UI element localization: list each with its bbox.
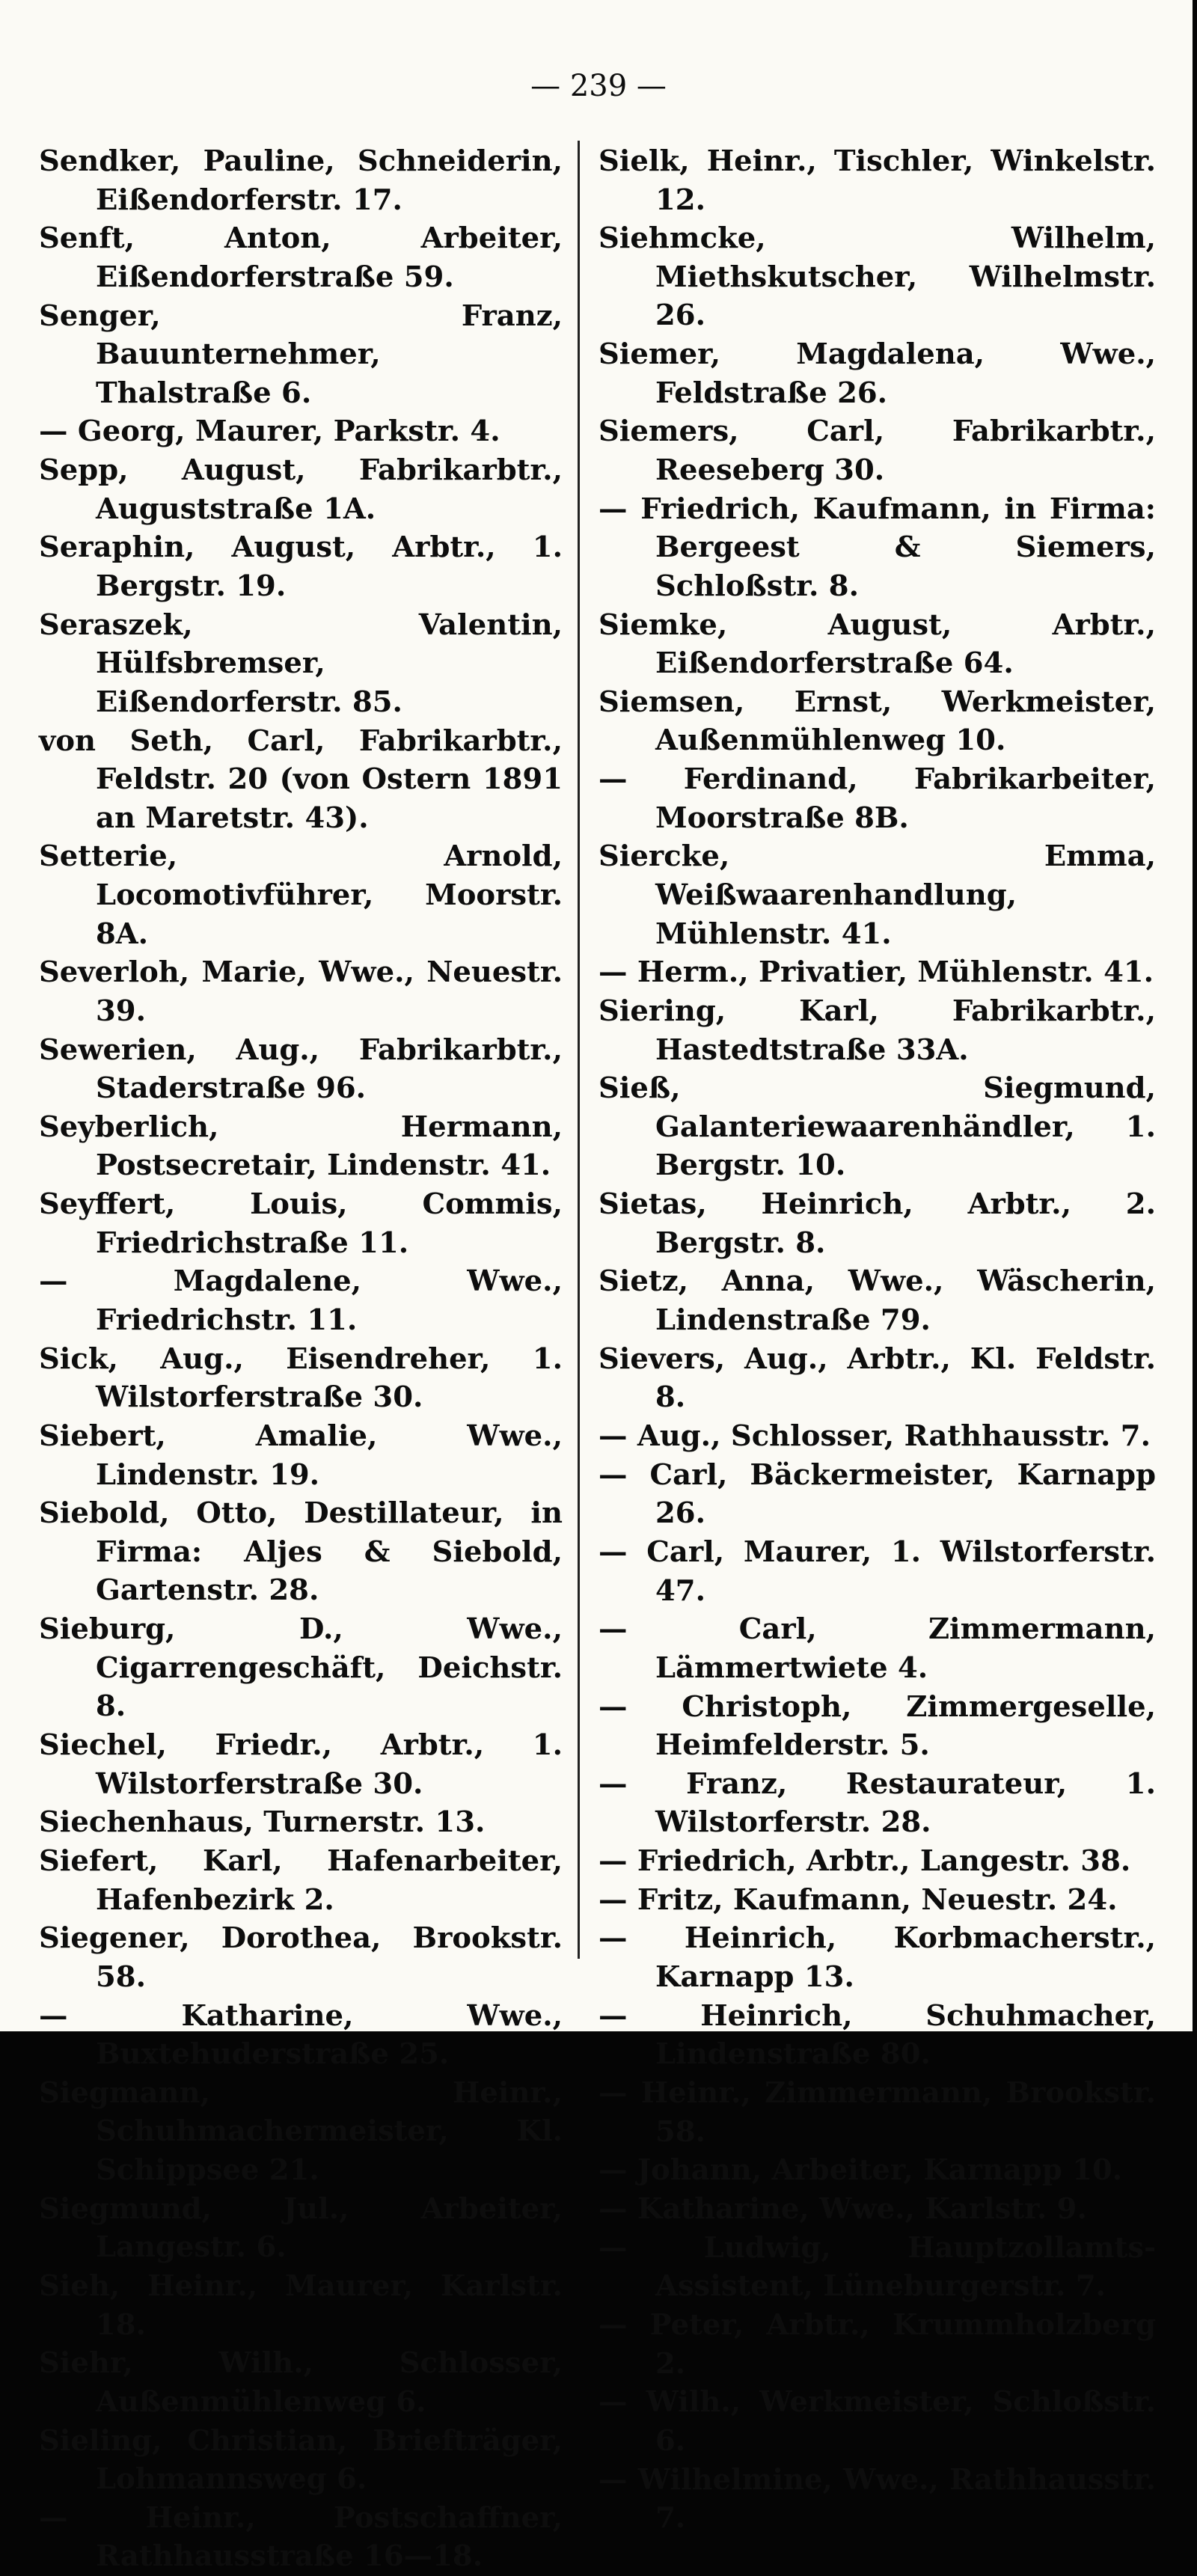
directory-entry: Seraszek, Valentin, Hülfsbremser, Eißendorferstr. 85.: [39, 608, 563, 719]
directory-entry: Siefert, Karl, Hafenarbeiter, Hafenbezirk 2.: [39, 1844, 563, 1917]
directory-entry: — Aug., Schlosser, Rathhausstr. 7.: [598, 1419, 1151, 1453]
directory-entry: Sepp, August, Fabrikarbtr., Auguststraße 1A.: [39, 453, 563, 526]
directory-entry: — Friedrich, Kaufmann, in Firma: Bergeest & Siemers, Schloßstr. 8.: [598, 492, 1156, 603]
directory-entry: — Herm., Privatier, Mühlenstr. 41.: [598, 955, 1154, 990]
directory-entry: Sieburg, D., Wwe., Cigarrengeschäft, Deichstr. 8.: [39, 1612, 563, 1724]
directory-entry: Setterie, Arnold, Locomotivführer, Moorstr. 8A.: [39, 839, 563, 951]
directory-entry: Siehr, Wilh., Schlosser, Außenmühlenweg 6.: [39, 2346, 563, 2419]
directory-entry: Sietz, Anna, Wwe., Wäscherin, Lindenstraße 79.: [598, 1264, 1156, 1338]
column-divider: [578, 141, 580, 1959]
page-number: — 239 —: [530, 69, 667, 103]
directory-entry: Siehmcke, Wilhelm, Miethskutscher, Wilhelmstr. 26.: [598, 221, 1156, 333]
directory-entry: von Seth, Carl, Fabrikarbtr., Feldstr. 20 (von Ostern 1891 an Maretstr. 43).: [39, 723, 563, 835]
directory-entry: Seyberlich, Hermann, Postsecretair, Lindenstr. 41.: [39, 1110, 563, 1183]
directory-entry: Sietas, Heinrich, Arbtr., 2. Bergstr. 8.: [598, 1187, 1156, 1260]
directory-entry: — Ludwig, Hauptzollamts-Assistent, Lüneburgerstr. 7.: [598, 2230, 1156, 2304]
directory-entry: — Wilh., Werkmeister, Schloßstr. 6.: [598, 2385, 1156, 2458]
directory-entry: Siemer, Magdalena, Wwe., Feldstraße 26.: [598, 337, 1156, 410]
directory-entry: Sewerien, Aug., Fabrikarbtr., Staderstraße 96.: [39, 1032, 563, 1106]
directory-entry: Siegmann, Heinr., Schuhmachermeister, Kl. Schippsee 21.: [39, 2075, 563, 2188]
directory-entry: Siemers, Carl, Fabrikarbtr., Reeseberg 30.: [598, 414, 1156, 488]
directory-entry: — Georg, Maurer, Parkstr. 4.: [39, 414, 500, 449]
directory-entry: — Magdalene, Wwe., Friedrichstr. 11.: [39, 1264, 563, 1338]
directory-entry: Seraphin, August, Arbtr., 1. Bergstr. 19.: [39, 530, 563, 603]
directory-entry: Sielk, Heinr., Tischler, Winkelstr. 12.: [598, 144, 1156, 217]
right-column: [598, 142, 1156, 2538]
directory-entry: Siemke, August, Arbtr., Eißendorferstraße 64.: [598, 608, 1156, 681]
directory-entry: Severloh, Marie, Wwe., Neuestr. 39.: [39, 955, 563, 1028]
directory-entry: — Friedrich, Arbtr., Langestr. 38.: [598, 1844, 1131, 1879]
directory-entry: Sick, Aug., Eisendreher, 1. Wilstorferstraße 30.: [39, 1341, 563, 1415]
directory-entry: — Fritz, Kaufmann, Neuestr. 24.: [598, 1882, 1118, 1917]
directory-entry: — Carl, Bäckermeister, Karnapp 26.: [598, 1457, 1156, 1531]
directory-entry: Siemsen, Ernst, Werkmeister, Außenmühlenweg 10.: [598, 685, 1156, 758]
directory-entry: — Katharine, Wwe., Buxtehuderstraße 25.: [39, 1998, 563, 2072]
directory-entry: Siegmund, Jul., Arbeiter, Langestr. 6.: [39, 2191, 563, 2265]
directory-entry: — Wilhelmine, Wwe., Rathhausstr. 7.: [598, 2462, 1156, 2536]
directory-entry: Sieß, Siegmund, Galanteriewaarenhändler, 1. Bergstr. 10.: [598, 1071, 1156, 1183]
directory-entry: Siechenhaus, Turnerstr. 13.: [39, 1805, 486, 1840]
directory-entry: — Heinr., Zimmermann, Brookstr. 58.: [598, 2076, 1156, 2149]
directory-entry: — Franz, Restaurateur, 1. Wilstorferstr. 28.: [598, 1766, 1156, 1840]
directory-entry: Senger, Franz, Bauunternehmer, Thalstraße 6.: [39, 299, 563, 410]
directory-entry: Siebold, Otto, Destillateur, in Firma: Aljes & Siebold, Gartenstr. 28.: [39, 1496, 563, 1608]
directory-entry: — Carl, Maurer, 1. Wilstorferstr. 47.: [598, 1535, 1156, 1608]
left-column: [39, 142, 563, 2576]
directory-entry: — Ferdinand, Fabrikarbeiter, Moorstraße 8B.: [598, 762, 1156, 835]
directory-entry: Siechel, Friedr., Arbtr., 1. Wilstorferstraße 30.: [39, 1728, 563, 1801]
directory-entry: Seyffert, Louis, Commis, Friedrichstraße 11.: [39, 1187, 563, 1260]
directory-entry: Siercke, Emma, Weißwaarenhandlung, Mühlenstr. 41.: [598, 839, 1156, 951]
directory-entry: Siebert, Amalie, Wwe., Lindenstr. 19.: [39, 1419, 563, 1492]
directory-entry: — Carl, Zimmermann, Lämmertwiete 4.: [598, 1612, 1156, 1685]
directory-entry: — Johann, Arbeiter, Karnapp 10.: [598, 2153, 1123, 2188]
directory-entry: — Heinr., Postschaffner, Rathhausstraße 16—18.: [39, 2500, 563, 2574]
directory-entry: Sievers, Aug., Arbtr., Kl. Feldstr. 8.: [598, 1341, 1156, 1415]
directory-entry: Sendker, Pauline, Schneiderin, Eißendorferstr. 17.: [39, 144, 563, 217]
directory-entry: — Christoph, Zimmergeselle, Heimfelderstr. 5.: [598, 1689, 1156, 1763]
directory-entry: — Katharine, Wwe., Karlstr. 9.: [598, 2192, 1087, 2226]
directory-entry: Senft, Anton, Arbeiter, Eißendorferstraße 59.: [39, 221, 563, 294]
directory-entry: Siegener, Dorothea, Brookstr. 58.: [39, 1921, 563, 1994]
directory-entry: Sieh, Heinr., Maurer, Karlstr. 18.: [39, 2269, 563, 2342]
page-edge: [1193, 0, 1197, 2031]
directory-entry: Sieling, Christian, Briefträger, Lohmannsweg 6.: [39, 2423, 563, 2497]
directory-entry: — Peter, Arbtr., Krummholzberg 2.: [598, 2307, 1156, 2381]
directory-entry: Siering, Karl, Fabrikarbtr., Hastedtstraße 33A.: [598, 994, 1156, 1067]
directory-entry: — Heinrich, Korbmacherstr., Karnapp 13.: [598, 1921, 1156, 1995]
directory-entry: — Heinrich, Schuhmacher, Lindenstraße 80.: [598, 1998, 1156, 2072]
